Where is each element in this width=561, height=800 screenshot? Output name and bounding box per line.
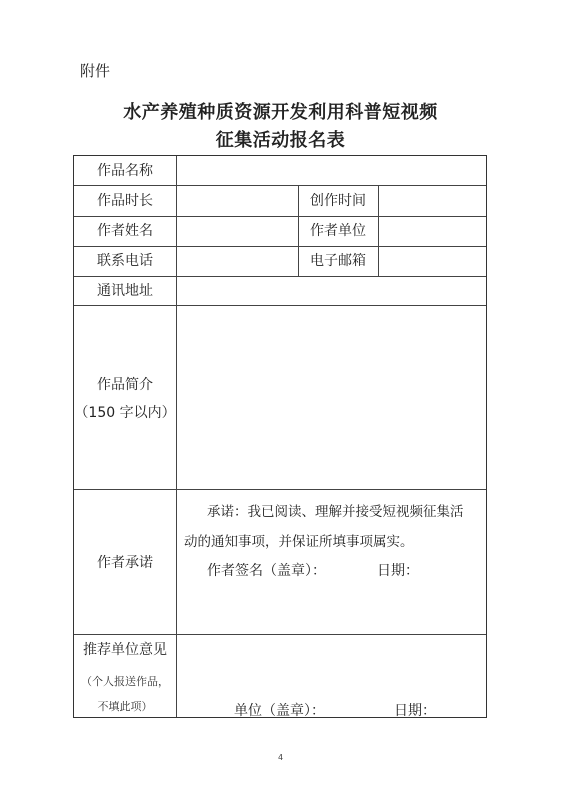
- registration-form-table: [73, 155, 487, 718]
- creation-time-label: 创作时间: [310, 193, 366, 209]
- signature-field[interactable]: [330, 556, 376, 578]
- intro-label: 作品简介: [97, 377, 153, 393]
- author-unit-field[interactable]: [379, 217, 486, 246]
- address-field[interactable]: [177, 277, 486, 305]
- work-length-label: 作品时长: [97, 193, 153, 209]
- attachment-label: 附件: [80, 62, 111, 80]
- promise-date-label: 日期：: [377, 563, 419, 579]
- recommend-label: 推荐单位意见: [83, 642, 167, 658]
- email-label: 电子邮箱: [310, 253, 366, 269]
- creation-time-field[interactable]: [379, 186, 486, 216]
- unit-seal-label: 单位（盖章）：: [234, 703, 325, 719]
- author-unit-label: 作者单位: [310, 223, 366, 239]
- phone-field[interactable]: [177, 247, 298, 276]
- signature-label: 作者签名（盖章）：: [207, 563, 326, 579]
- promise-date-field[interactable]: [419, 556, 481, 578]
- work-name-field[interactable]: [177, 156, 486, 185]
- form-title-line2: 征集活动报名表: [215, 130, 346, 151]
- promise-label: 作者承诺: [97, 555, 153, 571]
- recommend-date-label: 日期：: [394, 703, 436, 719]
- recommend-note-line2: 不填此项）: [97, 700, 153, 713]
- intro-textarea[interactable]: [177, 306, 486, 489]
- page-number: 4: [277, 753, 284, 762]
- promise-text-line2: 动的通知事项，并保证所填事项属实。: [184, 534, 414, 550]
- recommend-note-line1: （个人报送作品，: [81, 675, 169, 688]
- intro-limit-note: （150 字以内）: [74, 405, 176, 421]
- promise-text-line1: 承诺：我已阅读、理解并接受短视频征集活: [207, 504, 464, 520]
- phone-label: 联系电话: [97, 253, 153, 269]
- row-divider: [74, 489, 486, 490]
- author-name-field[interactable]: [177, 217, 298, 246]
- work-length-field[interactable]: [177, 186, 298, 216]
- email-field[interactable]: [379, 247, 486, 276]
- recommend-opinion-field[interactable]: [177, 635, 486, 690]
- form-title-line1: 水产养殖种质资源开发利用科普短视频: [123, 102, 438, 123]
- address-label: 通讯地址: [97, 283, 153, 299]
- author-name-label: 作者姓名: [97, 223, 153, 239]
- work-name-label: 作品名称: [97, 163, 153, 179]
